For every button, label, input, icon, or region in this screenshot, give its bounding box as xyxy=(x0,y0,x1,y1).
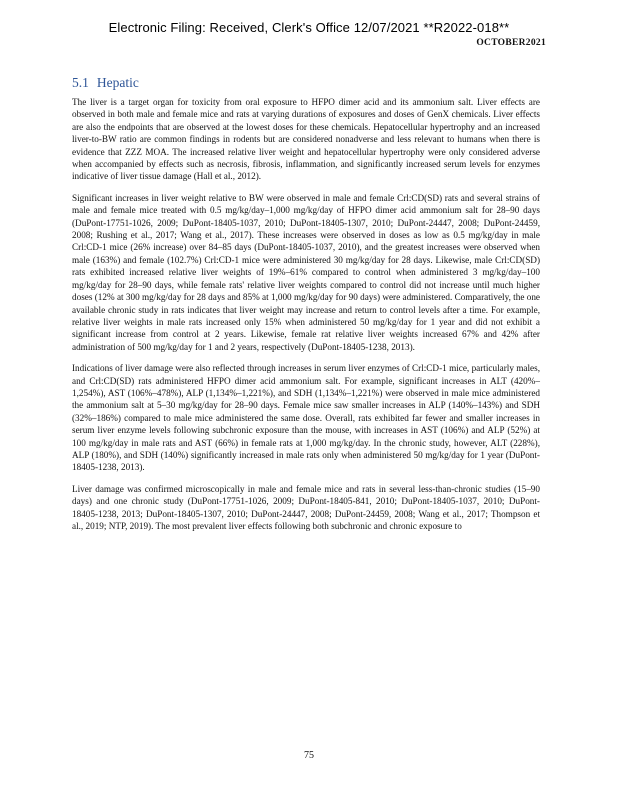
filing-stamp: Electronic Filing: Received, Clerk's Office 12/07/2021 **R2022-018** xyxy=(108,20,510,35)
section-title: Hepatic xyxy=(96,75,139,90)
section-number: 5.1 xyxy=(72,75,89,90)
document-date: OCTOBER2021 xyxy=(476,38,546,48)
document-body xyxy=(72,96,540,541)
section-heading xyxy=(72,75,139,91)
page-number: 75 xyxy=(304,750,314,761)
body-paragraph: Liver damage was confirmed microscopically in male and female mice and rats in several less-than-chronic studies (15–90 days) and one chronic study (DuPont-17751-1026, 2009; DuPont-18405-841, 2010; DuPont-18405-1037, 2010; DuPont-18405-1238, 2013; DuPont-18405-1307, 2010; DuPont-24447, 2008; DuPont-24459, 2008; Wang et al., 2017; Thompson et al., 2019; NTP, 2019). The most prevalent liver effects following both subchronic and chronic exposure to xyxy=(72,483,540,531)
body-paragraph: Significant increases in liver weight relative to BW were observed in male and female Crl:CD(SD) rats and several strains of male and female mice treated with 0.5 mg/kg/day–1,000 mg/kg/day of HFPO dimer acid ammonium salt for 28–90 days (DuPont-17751-1026, 2009; DuPont-18405-1037, 2010; DuPont-18405-1307, 2010; DuPont-24447, 2008; DuPont-24459, 2008; Rushing et al., 2017; Wang et al., 2017). These increases were observed in doses as low as 0.5 mg/kg/day in male Crl:CD-1 mice (26% increase) over 84–85 days (DuPont-18405-1037, 2010), and the greatest increases were observed when male (163%) and female (102.7%) Crl:CD-1 mice were administered 30 mg/kg/day for 28 days. Likewise, male Crl:CD(SD) rats exhibited increased relative liver weights of 19%–61% compared to control when administered 3 mg/kg/day–100 mg/kg/day for 28–90 days, while female rats' relative liver weights compared to control did not increase until much higher doses (12% at 300 mg/kg/day for 28 days and 85% at 1,000 mg/kg/day for 90 days) were administered. Comparatively, the one available chronic study in rats indicates that liver weight may increase and return to control levels after a time. For example, relative liver weights in male rats increased only 15% when administered 50 mg/kg/day for 1 year and did not exhibit a significant increase from control at 2 years. Likewise, female rat relative liver weights increased 67% and 42% after administration of 500 mg/kg/day for 1 and 2 years, respectively (DuPont-18405-1238, 2013). xyxy=(72,192,540,352)
body-paragraph: Indications of liver damage were also reflected through increases in serum liver enzymes of Crl:CD-1 mice, particularly males, and Crl:CD(SD) rats administered HFPO dimer acid ammonium salt. For example, significant increases in ALT (420%–1,254%), AST (106%–478%), ALP (1,134%–1,221%), and SDH (1,134%–1,221%) were observed in male mice administered the ammonium salt at 5–30 mg/kg/day for 28–90 days. Female mice saw smaller increases in ALP (140%–143%) and SDH (32%–186%) compared to male mice administered the same dose. Overall, rats exhibited far fewer and smaller increases in serum liver enzyme levels following subchronic exposure than the mouse, with increases in AST (106%) and ALP (52%) at 100 mg/kg/day in male rats and AST (66%) in female rats at 1,000 mg/kg/day. In the chronic study, however, ALT (228%), ALP (180%), and SDH (140%) significantly increased in male rats only when administered 50 mg/kg/day for 1 year (DuPont-18405-1238, 2013). xyxy=(72,363,540,473)
body-paragraph: The liver is a target organ for toxicity from oral exposure to HFPO dimer acid and its ammonium salt. Liver effects are observed in both male and female mice and rats at varying durations of exposures and doses of GenX chemicals. Liver effects are also the endpoints that are observed at the lowest doses for these chemicals. Hepatocellular hypertrophy and an increased liver-to-BW ratio are common findings in rodents but are considered nonadverse and less relevant to humans when there is evidence that ZZZ MOA. The increased relative liver weight and hepatocellular hypertrophy were only considered adverse when accompanied by effects such as necrosis, fibrosis, inflammation, and significantly increased serum levels for enzymes indicative of liver tissue damage (Hall et al., 2012). xyxy=(72,97,540,182)
